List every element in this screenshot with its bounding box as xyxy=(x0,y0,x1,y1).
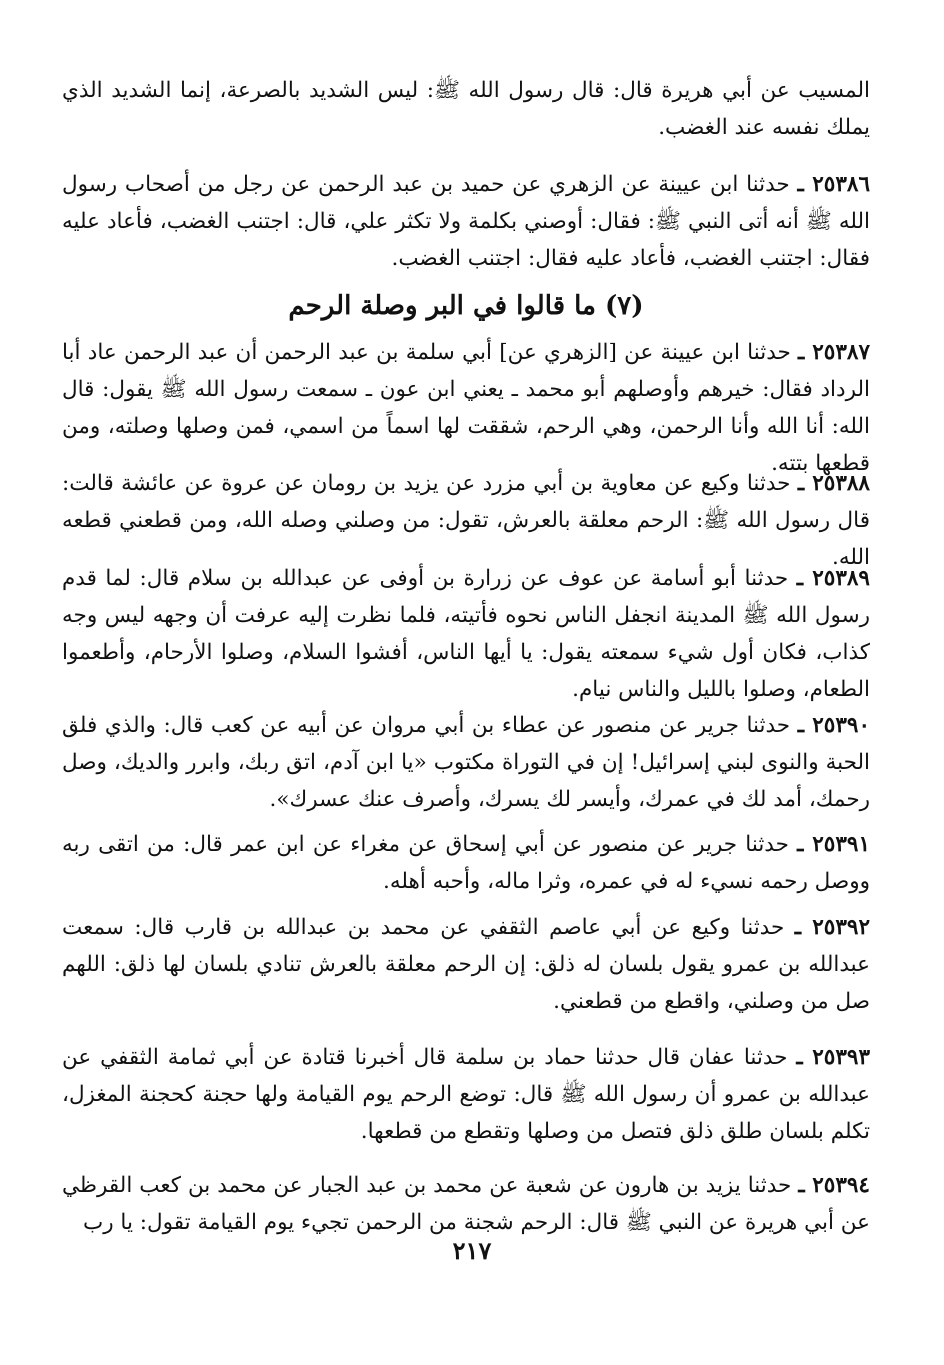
hadith-number: ٢٥٣٩٠ ـ xyxy=(797,713,870,738)
hadith-text: حدثنا يزيد بن هارون عن شعبة عن محمد بن عبد الجبار عن محمد بن كعب القرظي عن أبي هريرة عن النبي ﷺ قال: الرحم شجنة من الرحمن تجيء يوم القيامة تقول: يا رب xyxy=(62,1173,870,1235)
hadith-number: ٢٥٣٨٩ ـ xyxy=(796,566,870,591)
hadith-number: ٢٥٣٨٧ ـ xyxy=(798,340,870,365)
hadith-25392 xyxy=(62,909,870,1020)
hadith-number: ٢٥٣٩١ ـ xyxy=(797,832,870,857)
hadith-25394 xyxy=(62,1167,870,1241)
hadith-number: ٢٥٣٨٦ ـ xyxy=(797,172,870,197)
hadith-25389 xyxy=(62,560,870,708)
hadith-25391 xyxy=(62,826,870,900)
hadith-text: حدثنا ابن عيينة عن الزهري عن حميد بن عبد الرحمن عن رجل من أصحاب رسول الله ﷺ أنه أتى النبي ﷺ: فقال: أوصني بكلمة ولا تكثر علي، قال: اجتنب الغضب، فأعاد عليه فقال: اجتنب الغضب، فأعاد عليه فقال: اجتنب الغضب. xyxy=(62,172,870,271)
hadith-text: حدثنا ابن عيينة عن [الزهري عن] أبي سلمة بن عبد الرحمن أن عبد الرحمن عاد أبا الرداد فقال: خيرهم وأوصلهم أبو محمد ـ يعني ابن عون ـ سمعت رسول الله ﷺ يقول: قال الله: أنا الله وأنا الرحمن، وهي الرحم، شققت لها اسماً من اسمي، فمن وصلها وصلته، ومن قطعها بتته. xyxy=(62,340,870,476)
hadith-25386 xyxy=(62,166,870,277)
page-number: ٢١٧ xyxy=(452,1236,492,1265)
hadith-text: حدثنا أبو أسامة عن عوف عن زرارة بن أوفى عن عبدالله بن سلام قال: لما قدم رسول الله ﷺ المدينة انجفل الناس نحوه فأتيته، فلما نظرت إليه عرفت أن وجهه ليس وجه كذاب، فكان أول شيء سمعته يقول: يا أيها الناس، أفشوا السلام، وصلوا الأرحام، وأطعموا الطعام، وصلوا بالليل والناس نيام. xyxy=(62,566,870,702)
paragraph-continuation xyxy=(62,72,870,146)
hadith-text: حدثنا عفان قال حدثنا حماد بن سلمة قال أخبرنا قتادة عن أبي ثمامة الثقفي عن عبدالله بن عمرو أن رسول الله ﷺ قال: توضع الرحم يوم القيامة ولها حجنة كحجنة المغزل، تكلم بلسان طلق ذلق فتصل من وصلها وتقطع من قطعها. xyxy=(62,1045,870,1144)
hadith-25387 xyxy=(62,334,870,482)
hadith-25393 xyxy=(62,1039,870,1150)
hadith-text: حدثنا وكيع عن أبي عاصم الثقفي عن محمد بن عبدالله بن قارب قال: سمعت عبدالله بن عمرو يقول بلسان له ذلق: إن الرحم معلقة بالعرش تنادي بلسان لها ذلق: اللهم صل من وصلني، واقطع من قطعني. xyxy=(62,915,870,1014)
hadith-25390 xyxy=(62,707,870,818)
section-heading: (٧) ما قالوا في البر وصلة الرحم xyxy=(288,291,644,321)
hadith-number: ٢٥٣٩٢ ـ xyxy=(794,915,870,940)
hadith-number: ٢٥٣٩٣ ـ xyxy=(796,1045,870,1070)
hadith-text: حدثنا جرير عن منصور عن عطاء بن أبي مروان عن أبيه عن كعب قال: والذي فلق الحبة والنوى لبني إسرائيل! إن في التوراة مكتوب «يا ابن آدم، اتق ربك، وابرر والديك، وصل رحمك، أمد لك في عمرك، وأيسر لك يسرك، وأصرف عنك عسرك». xyxy=(62,713,870,812)
hadith-text: حدثنا وكيع عن معاوية بن أبي مزرد عن يزيد بن رومان عن عروة عن عائشة قالت: قال رسول الله ﷺ: الرحم معلقة بالعرش، تقول: من وصلني وصله الله، ومن قطعني قطعه الله. xyxy=(62,471,870,570)
hadith-text: حدثنا جرير عن منصور عن أبي إسحاق عن مغراء عن ابن عمر قال: من اتقى ربه ووصل رحمه نسيء له في عمره، وثرا ماله، وأحبه أهله. xyxy=(62,832,870,894)
paragraph-text: المسيب عن أبي هريرة قال: قال رسول الله ﷺ: ليس الشديد بالصرعة، إنما الشديد الذي يملك نفسه عند الغضب. xyxy=(62,78,870,140)
hadith-number: ٢٥٣٨٨ ـ xyxy=(797,471,870,496)
hadith-number: ٢٥٣٩٤ ـ xyxy=(798,1173,870,1198)
